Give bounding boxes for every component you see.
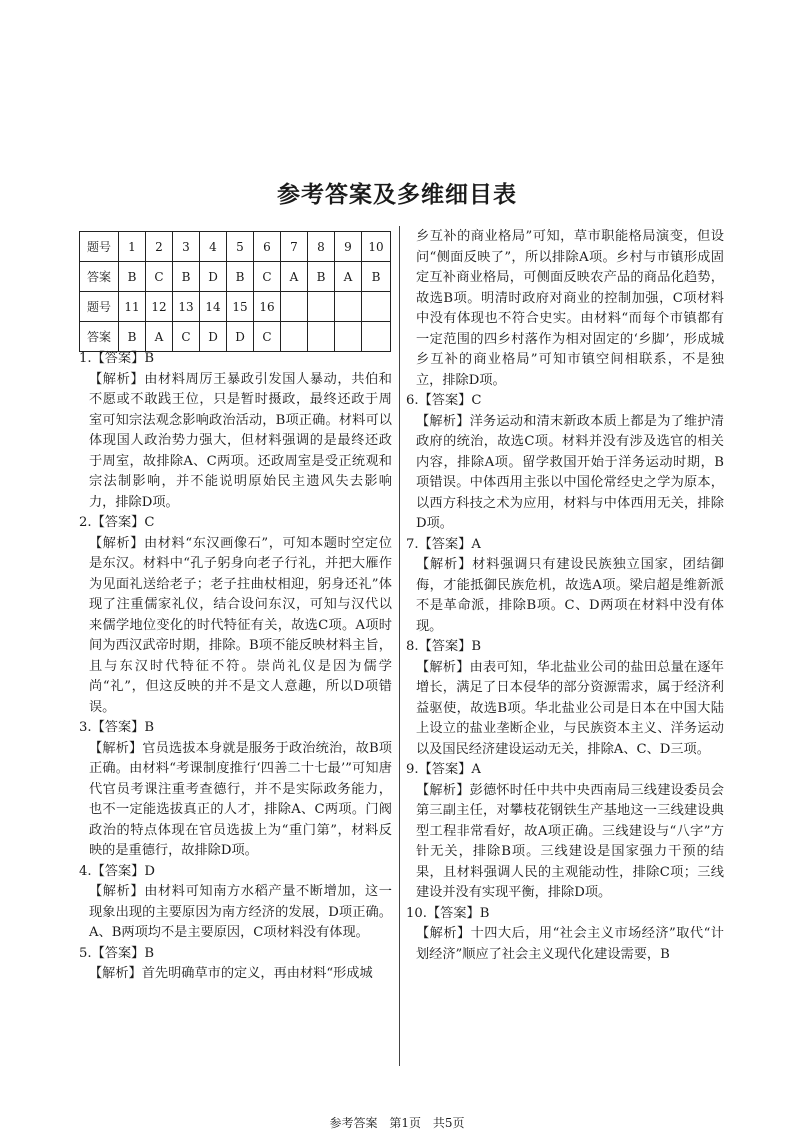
explanation-text: 【解析】材料强调只有建设民族独立国家，团结御侮，才能抵御民族危机，故选A项。梁启超是维新派不是革命派，排除B项。C、D两项在材料中没有体现。 [416,557,724,634]
answer-line: 2.【答案】C [79,515,155,530]
table-cell: A [281,262,308,292]
explanation-text: 【解析】彭德怀时任中共中央西南局三线建设委员会第三副主任，对攀枝花钢铁生产基地这一三线建设典型工程非常看好，故A项正确。三线建设与“八字”方针无关，排除B项。三线建设是国家强力干预的结果，且材料强调人民的主观能动性，排除C项；三线建设并没有实现平衡，排除D项。 [416,782,724,900]
table-cell: 10 [362,232,391,262]
table-cell: D [227,322,254,352]
table-cell: 16 [254,292,281,322]
table-cell: A [335,262,362,292]
row-header: 题号 [80,232,119,262]
row-header: 题号 [80,292,119,322]
answer-line: 7.【答案】A [406,536,481,552]
answer-line: 9.【答案】A [406,762,481,777]
footer-label: 参考答案 [329,1116,378,1130]
explanation-text: 【解析】由表可知，华北盐业公司的盐田总量在逐年增长，满足了日本侵华的部分资源需求，属于经济利益驱使，故选B项。华北盐业公司是日本在中国大陆上设立的盐业垄断企业，与民族资本主义、洋务运动以及国民经济建设运动无关，排除A、C、D三项。 [416,659,724,757]
answer-line: 3.【答案】B [79,720,155,735]
table-cell: B [227,262,254,292]
table-cell: 11 [119,292,146,322]
table-cell [362,322,391,352]
table-cell: C [173,322,200,352]
table-cell: C [254,322,281,352]
footer-page: 第1页 [389,1116,421,1130]
page-footer [0,1114,794,1131]
table-row [80,262,391,292]
explanation-text: 【解析】由材料可知南方水稻产量不断增加，这一现象出现的主要原因为南方经济的发展，D项正确。A、B两项均不是主要原因，C项材料没有体现。 [89,884,392,940]
explanation-text: 【解析】首先明确草市的定义，再由材料“形成城 [89,966,373,981]
table-cell: 9 [335,232,362,262]
table-cell [308,292,335,322]
answer-line: 1.【答案】B [79,351,155,366]
page-title: 参考答案及多维细目表 [277,182,517,208]
column-divider [399,226,400,1066]
table-cell: 1 [119,232,146,262]
table-cell: C [146,262,173,292]
explanation-text: 【解析】官员选拔本身就是服务于政治统治，故B项正确。由材料“考课制度推行‘四善二十七最’”可知唐代官员考课注重考查德行，并不是实际政务能力，也不一定能选拔真正的人才，排除A、C两项。门阀政治的特点体现在官员选拔上为“重门第”，材料反映的是重德行，故排除D项。 [89,740,392,858]
table-cell: 13 [173,292,200,322]
table-cell: 2 [146,232,173,262]
table-cell [335,292,362,322]
answer-table [79,231,391,352]
table-row [80,232,391,262]
answer-line: 8.【答案】B [406,639,482,654]
table-cell [335,322,362,352]
table-cell: B [119,322,146,352]
answer-line: 4.【答案】D [79,863,155,879]
table-cell: A [146,322,173,352]
left-column [79,349,392,985]
table-cell: B [173,262,200,292]
table-cell: 5 [227,232,254,262]
table-cell [362,292,391,322]
explanation-text: 【解析】洋务运动和清末新政本质上都是为了维护清政府的统治，故选C项。材料并没有涉及选官的相关内容，排除A项。留学救国开始于洋务运动时期，B项错误。中体西用主张以中国伦常经史之学为原本，以西方科技之术为应用，材料与中体西用无关，排除D项。 [416,413,724,531]
row-header: 答案 [80,262,119,292]
footer-total: 共5页 [432,1116,465,1130]
table-cell: 3 [173,232,200,262]
table-cell: 7 [281,232,308,262]
table-cell: B [119,262,146,292]
explanation-text: 【解析】十四大后，用“社会主义市场经济”取代“计划经济”顺应了社会主义现代化建设需要，B [416,926,724,962]
answer-line: 5.【答案】B [79,945,155,961]
table-cell [281,322,308,352]
explanation-text: 【解析】由材料周厉王暴政引发国人暴动，共伯和不愿或不敢践王位，只是暂时摄政，最终还政于周室可知宗法观念影响政治活动，B项正确。材料可以体现国人政治势力强大，但材料强调的是最终还政于周室，故排除A、C两项。还政周室是受正统观和宗法制影响，并不能说明原始民主遗风失去影响力，排除D项。 [89,371,392,510]
table-cell: D [200,322,227,352]
table-cell: D [200,262,227,292]
answer-line: 10.【答案】B [406,905,490,921]
explanation-text: 乡互补的商业格局”可知，草市职能格局演变，但设问“侧面反映了”，所以排除A项。乡村与市镇形成固定互补商业格局，可侧面反映农产品的商品化趋势，故选B项。明清时政府对商业的控制加强，C项材料中没有体现也不符合史实。由材料“而每个市镇都有一定范围的四乡村落作为相对固定的‘乡脚’，形成城乡互补的商业格局”可知市镇空间相联系，不是独立，排除D项。 [416,229,724,388]
table-row [80,322,391,352]
table-cell: C [254,262,281,292]
right-column [406,227,724,965]
row-header: 答案 [80,322,119,352]
table-cell [281,292,308,322]
table-cell: 4 [200,232,227,262]
table-cell: 8 [308,232,335,262]
table-cell: 15 [227,292,254,322]
table-cell: B [308,262,335,292]
table-cell: 14 [200,292,227,322]
answer-line: 6.【答案】C [406,393,482,408]
explanation-text: 【解析】由材料“东汉画像石”，可知本题时空定位是东汉。材料中“孔子躬身向老子行礼，并把大雁作为见面礼送给老子；老子拄曲杖相迎，躬身还礼”体现了注重儒家礼仪，结合设问东汉，可知与汉代以来儒学地位变化的时代特征有关，故选C项。A项时间为西汉武帝时期，排除。B项不能反映材料主旨，且与东汉时代特征不符。崇尚礼仪是因为儒学尚“礼”，但这反映的并不是文人意趣，所以D项错误。 [89,535,392,715]
table-cell [308,322,335,352]
table-cell: 6 [254,232,281,262]
table-cell: B [362,262,391,292]
table-row [80,292,391,322]
table-cell: 12 [146,292,173,322]
